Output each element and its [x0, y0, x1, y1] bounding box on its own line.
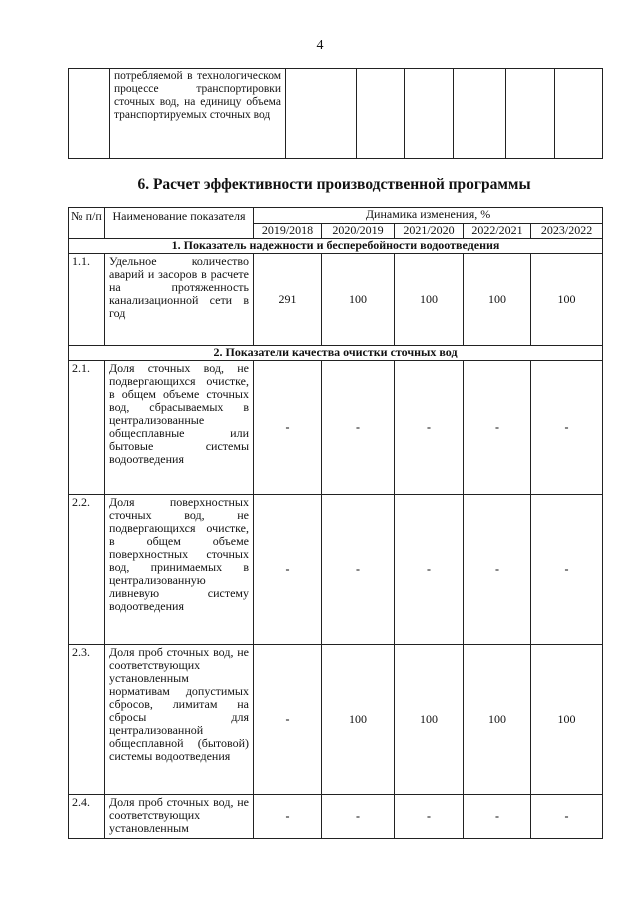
header-name: Наименование показателя [105, 208, 254, 239]
row-value: - [464, 795, 531, 839]
row-value: 100 [464, 645, 531, 795]
row-value: - [531, 361, 603, 495]
row-name: Доля поверхностных сточных вод, не подвергающихся очистке, в общем объеме поверхностных сточных вод, принимаемых в централизованную ливневую систему водоотведения [105, 495, 254, 645]
row-number: 2.3. [69, 645, 105, 795]
row-value: - [395, 495, 464, 645]
row-value: 291 [254, 254, 322, 346]
efficiency-table [68, 207, 603, 839]
row-value: 100 [322, 254, 395, 346]
year-header: 2019/2018 [254, 224, 322, 239]
year-header: 2021/2020 [395, 224, 464, 239]
continuation-description: потребляемой в технологическом процессе транспортировки сточных вод, на единицу объема транспортируемых сточных вод [110, 69, 286, 159]
row-name: Доля проб сточных вод, не соответствующих установленным нормативам допустимых сбросов, лимитам на сбросы для централизованной общесплавной (бытовой) системы водоотведения [105, 645, 254, 795]
row-value: - [254, 361, 322, 495]
continuation-table [68, 68, 603, 159]
row-value: - [254, 645, 322, 795]
row-value: 100 [395, 254, 464, 346]
group-title: 2. Показатели качества очистки сточных вод [69, 346, 603, 361]
row-value: - [395, 361, 464, 495]
row-value: 100 [531, 645, 603, 795]
table-row [69, 495, 603, 645]
page-number: 4 [316, 38, 324, 53]
row-value: - [531, 495, 603, 645]
row-value: 100 [464, 254, 531, 346]
row-value: - [322, 795, 395, 839]
row-value: - [464, 495, 531, 645]
row-name: Доля сточных вод, не подвергающихся очистке, в общем объеме сточных вод, сбрасываемых в централизованные общесплавные или бытовые системы водоотведения [105, 361, 254, 495]
table-row [69, 795, 603, 839]
row-name: Удельное количество аварий и засоров в расчете на протяженность канализационной сети в год [105, 254, 254, 346]
header-dynamics: Динамика изменения, % [254, 208, 603, 224]
row-value: - [395, 795, 464, 839]
section-title: 6. Расчет эффективности производственной программы [137, 176, 531, 193]
row-number: 2.1. [69, 361, 105, 495]
row-number: 2.4. [69, 795, 105, 839]
continuation-row [69, 69, 603, 159]
year-header: 2022/2021 [464, 224, 531, 239]
year-header: 2020/2019 [322, 224, 395, 239]
row-value: 100 [322, 645, 395, 795]
group-title: 1. Показатель надежности и бесперебойности водоотведения [69, 239, 603, 254]
table-row [69, 254, 603, 346]
row-value: - [322, 361, 395, 495]
row-name: Доля проб сточных вод, не соответствующих установленным [105, 795, 254, 839]
table-row [69, 361, 603, 495]
table-row [69, 645, 603, 795]
row-value: - [254, 495, 322, 645]
row-value: 100 [531, 254, 603, 346]
row-number: 1.1. [69, 254, 105, 346]
row-value: - [464, 361, 531, 495]
row-value: - [322, 495, 395, 645]
row-value: - [531, 795, 603, 839]
header-number: № п/п [69, 208, 105, 239]
year-header: 2023/2022 [531, 224, 603, 239]
row-value: - [254, 795, 322, 839]
row-number: 2.2. [69, 495, 105, 645]
row-value: 100 [395, 645, 464, 795]
